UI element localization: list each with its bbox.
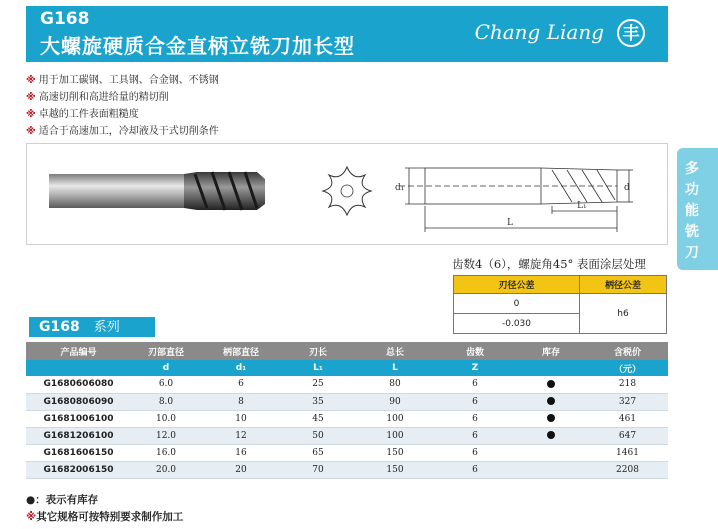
cell-flute-count: 6 [435,444,515,461]
cell-overall-length: 100 [355,427,435,444]
cell-shank-diameter: 6 [201,376,281,393]
cell-model: G1681606150 [26,444,131,461]
side-tab-char: 功 [685,182,699,198]
cell-overall-length: 150 [355,461,435,478]
cell-price: 2208 [587,461,668,478]
spec-description: 齿数4（6），螺旋角45° 表面涂层处理 [452,257,646,271]
cell-flute-count: 6 [435,410,515,427]
tool-drawing [27,144,667,244]
column-header: 刃长 [281,342,355,360]
tolerance-row [454,294,667,314]
column-symbol: L₁ [281,360,355,376]
tolerance-header: 刃径公差 [454,276,580,294]
column-header: 齿数 [435,342,515,360]
feature-item [26,122,219,139]
cell-price: 647 [587,427,668,444]
cell-stock [515,461,587,478]
stock-legend-text: ：表示有库存 [35,494,99,506]
cell-shank-diameter: 16 [201,444,281,461]
cell-stock [515,410,587,427]
cell-flute-count: 6 [435,376,515,393]
feature-mark: ※ [26,92,36,103]
feature-item [26,105,219,122]
feature-text: 卓越的工件表面粗糙度 [38,109,139,120]
category-side-tab[interactable] [677,148,718,270]
side-tab-char: 多 [685,161,699,177]
dim-d-label: d [624,183,630,193]
tool-end-view [323,167,371,215]
custom-note [26,509,183,526]
brand-logo [616,18,646,48]
cell-model: G1682006150 [26,461,131,478]
cell-model: G1681206100 [26,427,131,444]
cell-shank-diameter: 20 [201,461,281,478]
in-stock-icon [547,414,555,422]
cell-flute-length: 45 [281,410,355,427]
column-header: 柄部直径 [201,342,281,360]
cell-overall-length: 100 [355,410,435,427]
blade-tolerance-value: -0.030 [454,314,580,334]
dim-l-label: L [507,218,513,228]
cell-blade-diameter: 12.0 [131,427,201,444]
cell-price: 218 [587,376,668,393]
cell-model: G1681006100 [26,410,131,427]
tolerance-table [453,275,667,334]
feature-mark: ※ [26,75,36,86]
table-row [26,410,668,427]
series-code: G168 [39,319,80,335]
column-symbol: d [131,360,201,376]
column-symbol [515,360,587,376]
in-stock-icon [547,397,555,405]
tolerance-header-row [454,276,667,294]
cell-flute-length: 50 [281,427,355,444]
spec-table [26,342,668,479]
cell-overall-length: 150 [355,444,435,461]
table-symbol-row [26,360,668,376]
header-banner [26,6,668,62]
cell-price: 327 [587,393,668,410]
column-symbol: Z [435,360,515,376]
tool-photo [49,172,265,210]
column-symbol: d₁ [201,360,281,376]
custom-note-text: 其它规格可按特别要求制作加工 [36,511,184,523]
cell-flute-count: 6 [435,427,515,444]
stock-legend [26,492,183,509]
column-header: 产品编号 [26,342,131,360]
column-header: 刃部直径 [131,342,201,360]
table-row [26,461,668,478]
cell-stock [515,427,587,444]
feature-list [26,71,219,139]
table-header-row [26,342,668,360]
cell-model: G1680606080 [26,376,131,393]
in-stock-icon [547,431,555,439]
feature-text: 适合于高速加工，冷却液及干式切削条件 [38,126,219,137]
tolerance-header: 柄径公差 [580,276,667,294]
feature-mark: ※ [26,126,36,137]
cell-blade-diameter: 6.0 [131,376,201,393]
cell-flute-count: 6 [435,393,515,410]
dim-l1-label: L₁ [577,201,587,211]
blade-tolerance-value: 0 [454,294,580,314]
feature-mark: ※ [26,109,36,120]
cell-blade-diameter: 8.0 [131,393,201,410]
table-row [26,376,668,393]
cell-flute-length: 65 [281,444,355,461]
cell-shank-diameter: 8 [201,393,281,410]
side-tab-char: 能 [685,203,699,219]
column-symbol: L [355,360,435,376]
series-text: 系列 [93,320,120,335]
product-title: 大螺旋硬质合金直柄立铣刀加长型 [40,34,355,58]
column-symbol [26,360,131,376]
logo-glyph: 丰 [622,24,640,44]
footnotes [26,492,183,526]
stock-legend-mark: ● [26,494,36,506]
feature-text: 高速切削和高进给量的精切削 [38,92,169,103]
series-label [29,317,155,337]
column-header: 总长 [355,342,435,360]
cell-shank-diameter: 12 [201,427,281,444]
column-symbol: （元） [587,360,668,376]
tool-technical-drawing [399,168,633,232]
cell-overall-length: 90 [355,393,435,410]
shank-tolerance-value: h6 [580,294,667,334]
cell-flute-length: 35 [281,393,355,410]
table-row [26,393,668,410]
feature-item [26,88,219,105]
feature-text: 用于加工碳钢、工具钢、合金钢、不锈钢 [38,75,219,86]
cell-blade-diameter: 20.0 [131,461,201,478]
side-tab-char: 刀 [685,245,699,261]
cell-blade-diameter: 10.0 [131,410,201,427]
table-row [26,427,668,444]
cell-overall-length: 80 [355,376,435,393]
cell-stock [515,376,587,393]
column-header: 含税价 [587,342,668,360]
custom-note-mark: ※ [26,511,37,523]
cell-stock [515,444,587,461]
dim-d1-label: d₁ [395,183,405,193]
cell-price: 1461 [587,444,668,461]
in-stock-icon [547,380,555,388]
brand-name: Chang Liang [474,20,604,44]
cell-flute-length: 25 [281,376,355,393]
cell-flute-length: 70 [281,461,355,478]
cell-flute-count: 6 [435,461,515,478]
side-tab-char: 铣 [685,224,699,240]
cell-stock [515,393,587,410]
cell-price: 461 [587,410,668,427]
product-code: G168 [40,9,90,29]
cell-shank-diameter: 10 [201,410,281,427]
table-row [26,444,668,461]
cell-model: G1680806090 [26,393,131,410]
tool-illustration [26,143,668,245]
cell-blade-diameter: 16.0 [131,444,201,461]
column-header: 库存 [515,342,587,360]
feature-item [26,71,219,88]
